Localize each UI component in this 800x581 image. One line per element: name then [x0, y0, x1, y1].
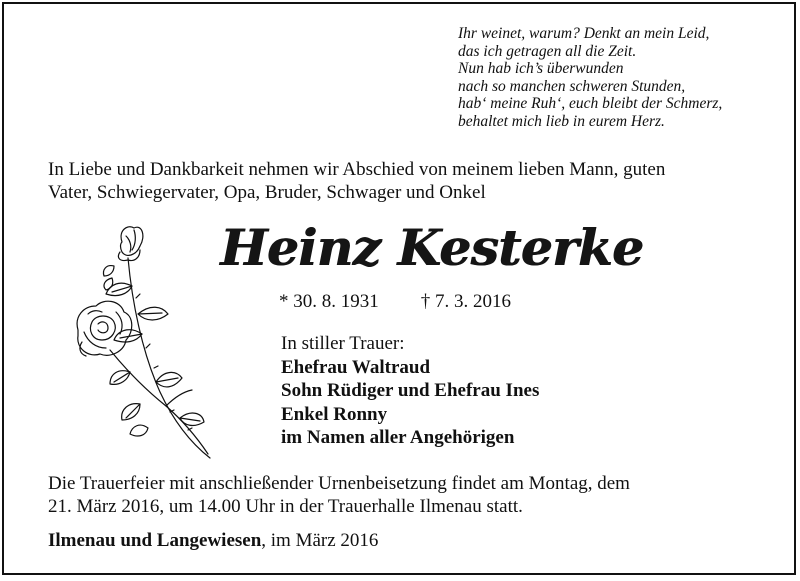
place-date-line — [48, 529, 378, 552]
death-date: † 7. 3. 2016 — [420, 291, 511, 312]
mourner-line: Sohn Rüdiger und Ehefrau Ines — [281, 380, 540, 401]
intro-line: In Liebe und Dankbarkeit nehmen wir Abschied von meinem lieben Mann, guten — [48, 159, 666, 180]
rose-icon — [70, 222, 220, 460]
place-date: , im März 2016 — [261, 530, 379, 551]
ceremony-line: Die Trauerfeier mit anschließender Urnenbeisetzung findet am Montag, dem — [48, 473, 630, 494]
poem-line: behaltet mich lieb in eurem Herz. — [458, 112, 665, 130]
life-dates — [279, 291, 511, 313]
poem — [458, 25, 722, 131]
place-locations: Ilmenau und Langewiesen — [48, 530, 262, 551]
ceremony-text — [48, 472, 630, 518]
obituary-notice — [2, 2, 796, 575]
poem-line: hab‘ meine Ruh‘, euch bleibt der Schmerz, — [458, 95, 723, 113]
mourner-line: Ehefrau Waltraud — [281, 356, 431, 378]
poem-line: Nun hab ich’s überwunden — [458, 60, 624, 78]
intro-text — [48, 158, 665, 204]
intro-line: Vater, Schwiegervater, Opa, Bruder, Schwager und Onkel — [48, 182, 486, 203]
poem-line: das ich getragen all die Zeit. — [458, 42, 637, 60]
birth-date: * 30. 8. 1931 — [279, 291, 379, 312]
mourner-line: im Namen aller Angehörigen — [281, 427, 515, 448]
ceremony-line: 21. März 2016, um 14.00 Uhr in der Trauerhalle Ilmenau statt. — [48, 496, 523, 517]
poem-line: nach so manchen schweren Stunden, — [458, 77, 686, 95]
mourning-heading: In stiller Trauer: — [281, 333, 405, 354]
mourners-block — [281, 332, 539, 450]
deceased-name: Heinz Kesterke — [220, 218, 644, 277]
poem-line: Ihr weinet, warum? Denkt an mein Leid, — [458, 25, 710, 42]
mourner-line: Enkel Ronny — [281, 403, 388, 425]
